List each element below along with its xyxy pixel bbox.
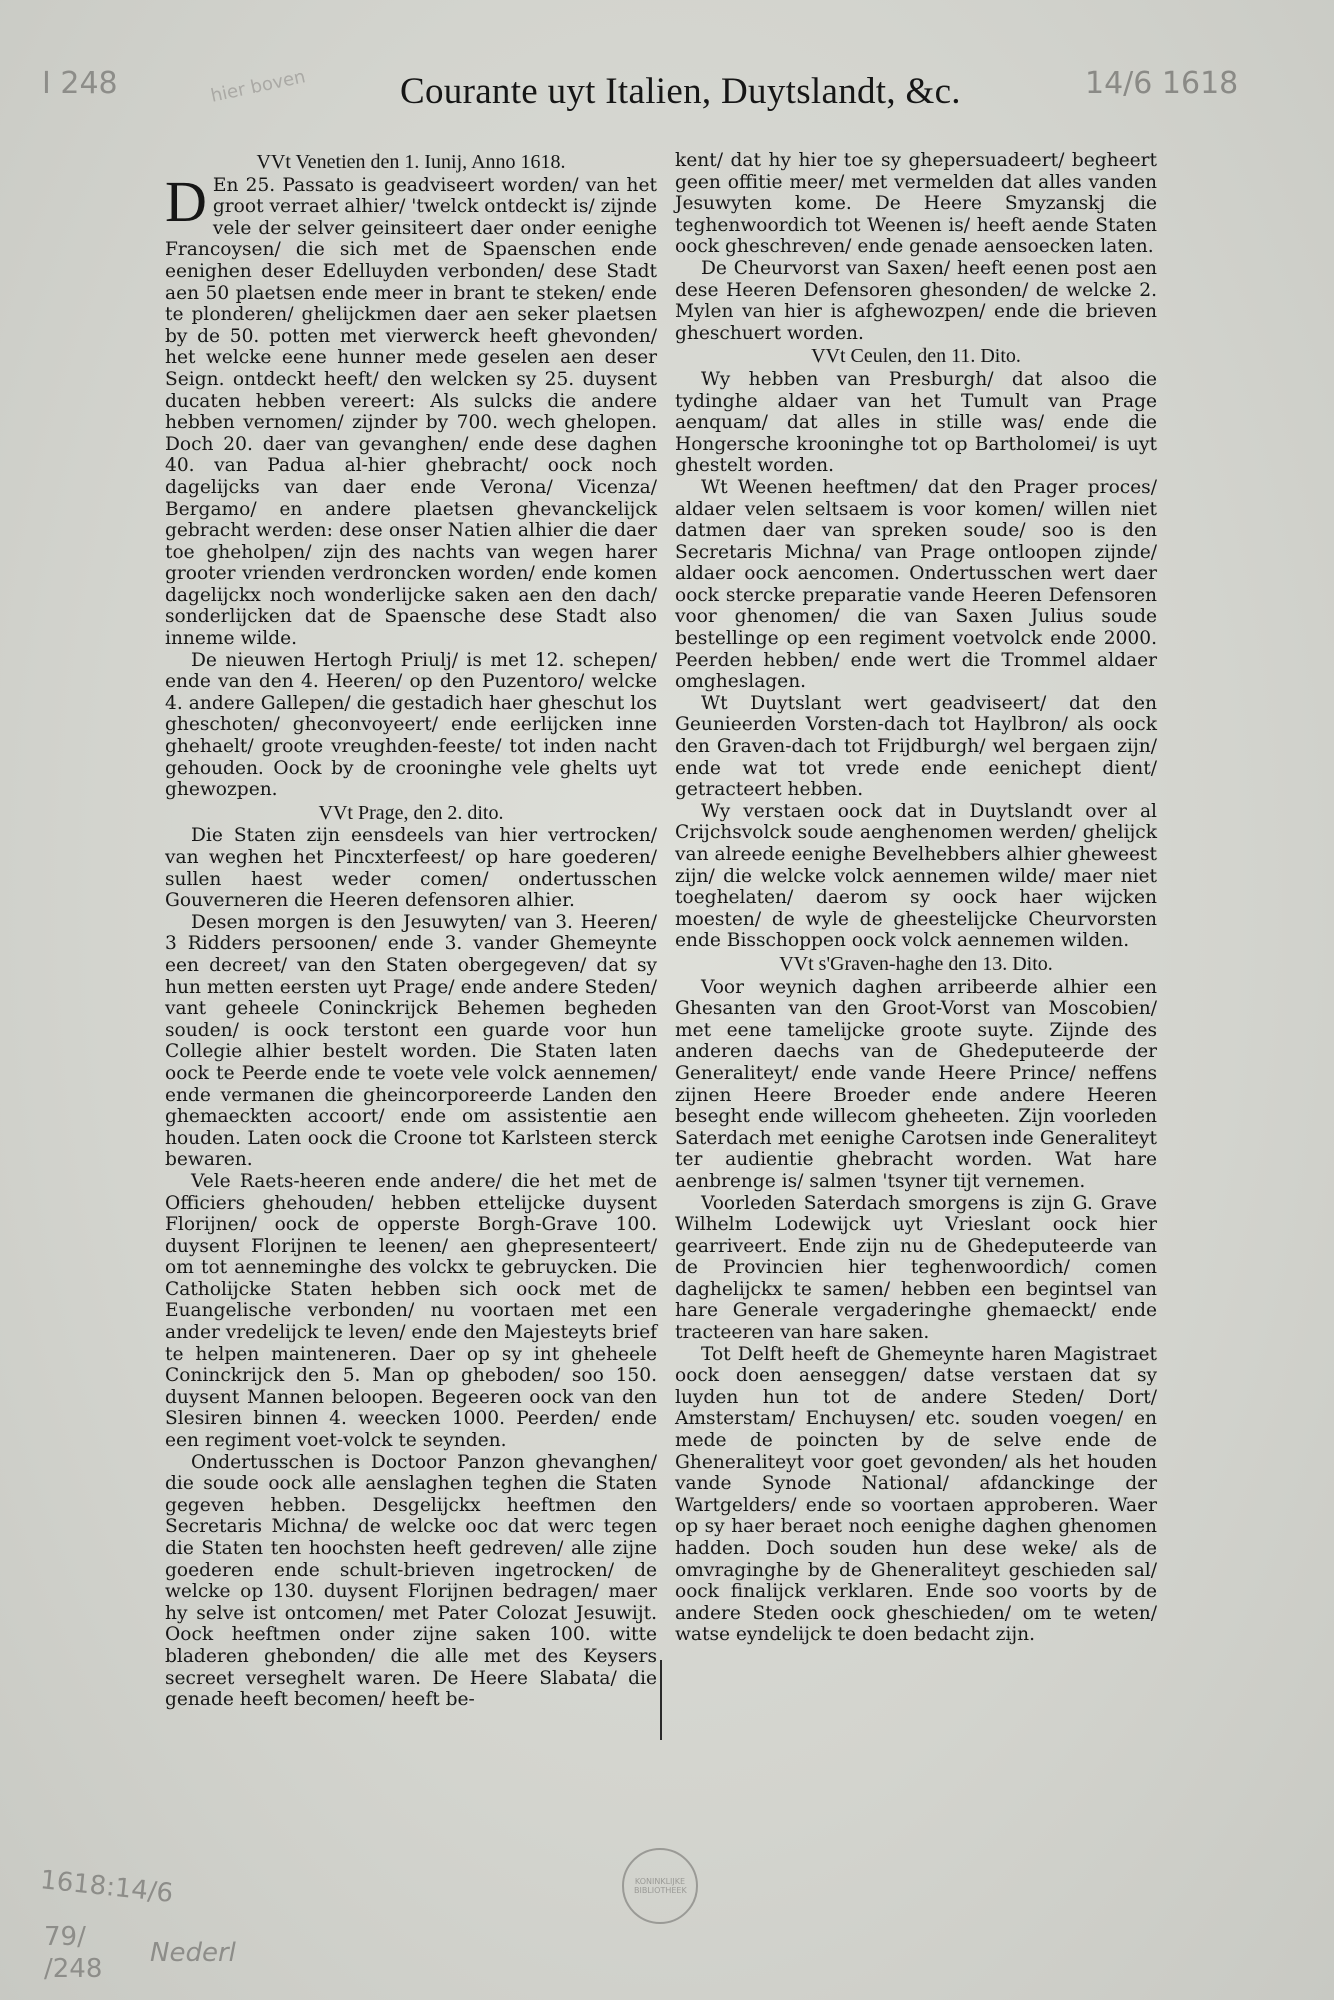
drop-cap-initial: D [165, 168, 207, 234]
article-prague-continued: kent/ dat hy hier toe sy ghepersuadeert/ begheert geen offitie meer/ met vermelden dat alles vanden Jesuwyten kome. De Heere Smyzanskj die teghenwoordich tot Weenen is/ heeft aende Staten oock gheschreven/ ende genade aensoecken laten. [675, 150, 1157, 258]
article-hague-1: Voor weynich daghen arribeerde alhier een Ghesanten van den Groot-Vorst van Moscobien/ met eene tamelijcke groote suyte. Zijnde des anderen daechs van de Ghedeputeerde der Generaliteyt/ ende vande Heere Prince/ neffens zijnen Heere Broeder ende andere Heeren beseght ende willecom gheheeten. Zijn voorleden Saterdach met eenighe Carotsen inde Generaliteyt ter audientie ghebracht worden. Wat hare aenbrenge is/ salmen 'tsyner tijt vernemen. [675, 976, 1157, 1192]
dateline-the-hague: VVt s'Graven-haghe den 13. Dito. [779, 952, 1053, 975]
archive-note-bottom-1: 1618:14/6 [38, 1865, 175, 1909]
article-prague-2: Desen morgen is den Jesuwyten/ van 3. Heeren/ 3 Ridders persoonen/ ende 3. vander Ghemeynte een decreet/ van den Staten obergegeven/ dat sy hun metten eersten uyt Prage/ ende andere Steden/ vant geheele Coninckrijck Behemen begheden souden/ is oock terstont een guarde voor hun Collegie alhier bestelt worden. Die Staten laten oock te Peerde ende te voete vele volck aennemen/ ende vermanen die gheincorporeerde Landen den ghemaeckten accoort/ ende om assistentie aen houden. Laten oock die Croone tot Karlsteen sterck bewaren. [165, 911, 657, 1171]
article-prague-1: Die Staten zijn eensdeels van hier vertrocken/ van weghen het Pincxterfeest/ op hare goederen/ sullen haest weder comen/ ondertusschen Gouverneren die Heeren defensoren alhier. [165, 825, 657, 912]
archive-note-top-right: 14/6 1618 [1085, 66, 1239, 101]
archive-note-bottom-4: Nederl [150, 1938, 236, 1968]
dateline-prague: VVt Prage, den 2. dito. [318, 801, 504, 824]
left-column [165, 150, 657, 1711]
library-stamp: KONINKLIJKE BIBLIOTHEEK [622, 1848, 698, 1924]
archive-note-top-center: hier boven [208, 66, 308, 107]
article-venice-1: D En 25. Passato is geadviseert worden/ van het groot verraet alhier/ 'twelck ontdeckt is/ zijnde vele der selver geinsiteert daer onder eenighe Francoysen/ die sich met de Spaenschen ende eenighen deser Edelluyden verbonden/ dese Stadt aen 50 plaetsen ende meer in brant te steken/ ende te plonderen/ ghelijckmen daer aen seker plaetsen by de 50. potten met vierwerck heeft ghevonden/ het welcke eene hunner mede geselen aen deser Seign. ontdeckt heeft/ den welcken sy 25. duysent ducaten hebben vereert: Als sulcks die andere hebben vernomen/ zijnder by 700. wech ghelopen. Doch 20. daer van gevanghen/ ende dese daghen 40. van Padua al-hier ghebracht/ oock noch dagelijcks van daer ende Verona/ Vicenza/ Bergamo/ en andere plaetsen ghevanckelijck gebracht werden: dese onser Natien alhier die daer toe gheholpen/ zijn des nachts van wegen harer grooter vrienden verdroncken worden/ ende komen dagelijckx noch wonderlijcke saken aen den dach/ sonderlijcken dat de Spaensche dese Stadt also inneme wilde. [165, 168, 657, 650]
article-cologne-3: Wt Duytslant wert geadviseert/ dat den Geunieerden Vorsten-dach tot Haylbron/ als oock den Graven-dach tot Frijdburgh/ wel bergaen zijn/ ende wat tot vrede ende eenichept dient/ getracteert hebben. [675, 692, 1157, 801]
right-column [675, 150, 1157, 1646]
dateline-cologne: VVt Ceulen, den 11. Dito. [811, 345, 1021, 368]
article-prague-5: De Cheurvorst van Saxen/ heeft eenen post aen dese Heeren Defensoren ghesonden/ de welcke 2. Mylen van hier is afghewozpen/ ende die brieven gheschuert worden. [675, 257, 1157, 344]
column-divider-mark [660, 1660, 662, 1740]
article-prague-3: Vele Raets-heeren ende andere/ die het met de Officiers ghehouden/ hebben ettelijcke duysent Florijnen/ oock de opperste Borgh-Grave 100. duysent Florijnen te leenen/ aen ghepresenteert/ om tot aenneminghe des volckx te gebruycken. Die Catholijcke Staten hebben sich oock met de Euangelische verbonden/ nu voortaen met een ander vredelijck te leven/ ende den Majesteyts brief te helpen mainteneren. Daer op sy int gheheele Coninckrijck den 5. Man op gheboden/ soo 150. duysent Mannen beloopen. Begeeren oock van den Slesiren binnen 4. weecken 1000. Peerden/ ende een regiment voet-volck te seynden. [165, 1170, 657, 1452]
archive-note-top-left: I 248 [42, 66, 118, 101]
article-cologne-1: Wy hebben van Presburgh/ dat alsoo die tydinghe aldaer van het Tumult van Prage aenquam/ dat alles in stille was/ ende die Hongersche krooninghe tot op Bartholomei/ is uyt ghestelt worden. [675, 368, 1157, 477]
article-prague-4: Ondertusschen is Doctoor Panzon ghevanghen/ die soude oock alle aenslaghen teghen die Staten gegeven hebben. Desgelijckx heeftmen den Secretaris Michna/ de welcke ooc dat werc tegen die Staten ten hoochsten heeft gedreven/ alle zijne goederen ende schult-brieven ingetrocken/ de welcke op 130. duysent Florijnen bedragen/ maer hy selve ist ontcomen/ met Pater Colozat Jesuwijt. Oock heeftmen onder zijne saken 100. witte bladeren ghebonden/ die alle met des Keysers secreet verseghelt waren. De Heere Slabata/ die genade heeft becomen/ heeft be- [165, 1451, 657, 1711]
article-hague-2: Voorleden Saterdach smorgens is zijn G. Grave Wilhelm Lodewijck uyt Vrieslant oock hier gearriveert. Ende zijn nu de Ghedeputeerde van de Provincien hier teghenwoordich/ comen daghelijckx te samen/ hebben een begintsel van hare Generale vergaderinghe ghemaeckt/ ende tracteeren van hare saken. [675, 1192, 1157, 1344]
archive-note-bottom-2: 79/ [44, 1922, 86, 1952]
article-cologne-2: Wt Weenen heeftmen/ dat den Prager proces/ aldaer velen seltsaem is voor komen/ willen niet datmen daer van spreken soude/ soo is den Secretaris Michna/ van Prage ontloopen zijnde/ aldaer oock aencomen. Ondertusschen wert daer oock stercke preparatie vande Heeren Defensoren voor ghenomen/ die van Saxen Julius soude bestellinge op een regiment voetvolck ende 2000. Peerden hebben/ ende wert die Trommel aldaer omgheslagen. [675, 476, 1157, 693]
masthead-title: Courante uyt Italien, Duytslandt, &c. [400, 71, 961, 112]
archive-note-bottom-3: /248 [44, 1954, 103, 1984]
dateline-venice: VVt Venetien den 1. Iunij, Anno 1618. [256, 151, 566, 173]
article-venice-2: De nieuwen Hertogh Priulj/ is met 12. schepen/ ende van den 4. Heeren/ op den Puzentoro/ welcke 4. andere Gallepen/ die gestadich haer gheschut los gheschoten/ gheconvoyeert/ ende eerlijcken inne ghehaelt/ groote vreughden-feeste/ tot inden nacht gehouden. Oock by de crooninghe vele ghelts uyt ghewozpen. [165, 649, 657, 801]
article-hague-3: Tot Delft heeft de Ghemeynte haren Magistraet oock doen aenseggen/ datse verstaen dat sy luyden hun tot de andere Steden/ Dort/ Amsterstam/ Enchuysen/ etc. souden voegen/ en mede de poincten by de selve ende de Gheneraliteyt voor goet gevonden/ als het houden vande Synode National/ afdanckinge der Wartgelders/ ende so voortaen approberen. Waer op sy haer beraet noch eenighe daghen ghenomen hadden. Doch souden hun dese weke/ als de omvraginghe by de Gheneraliteyt geschieden sal/ oock finalijck verklaren. Ende soo voorts by de andere Steden oock gheschieden/ om te weten/ watse eyndelijck te doen bedacht zijn. [675, 1343, 1157, 1646]
article-cologne-4: Wy verstaen oock dat in Duytslandt over al Crijchsvolck soude aenghenomen werden/ ghelijck van alreede eenighe Bevelhebbers alhier gheweest zijn/ die welcke volck aennemen wilde/ maer niet toeghelaten/ daerom sy oock haer wijcken moesten/ de wyle de gheestelijcke Cheurvorsten ende Bisschoppen oock volck aennemen wilden. [675, 800, 1157, 952]
